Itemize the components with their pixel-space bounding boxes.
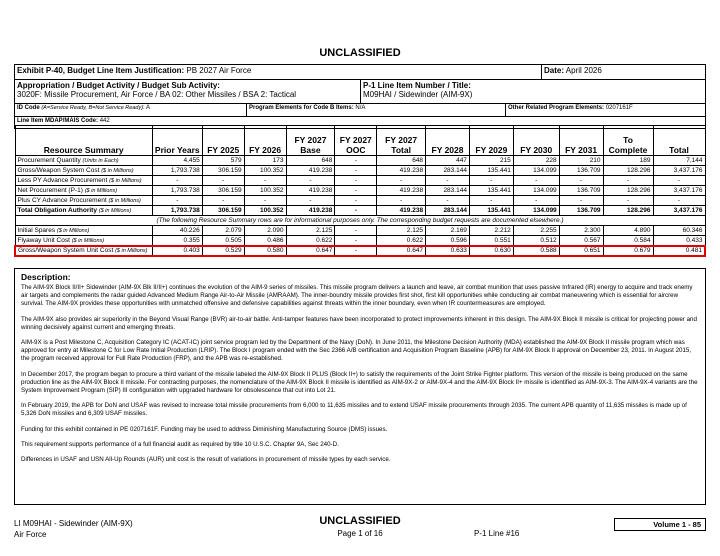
row-unit: ($ in Millions): [84, 188, 118, 194]
table-cell: 1,793.738: [152, 206, 202, 216]
classification-banner-bottom: UNCLASSIFIED: [319, 515, 401, 527]
table-cell: -: [335, 206, 377, 216]
column-header-8: FY 2029: [469, 126, 513, 156]
table-cell: 173: [244, 156, 286, 166]
table-cell: -: [286, 196, 335, 206]
exhibit-label: Exhibit P-40, Budget Line Item Justification:: [17, 66, 185, 75]
id-code-value: : A: [143, 105, 151, 111]
row-label-text: Gross/Weapon System Unit Cost: [18, 247, 114, 254]
table-cell: 0.584: [603, 236, 653, 246]
column-header-9: FY 2030: [513, 126, 559, 156]
table-cell: 4.890: [603, 226, 653, 236]
column-header-0: Resource Summary: [15, 126, 152, 156]
row-label: [15, 186, 152, 196]
table-cell: -: [202, 176, 244, 186]
table-cell: -: [559, 196, 603, 206]
table-cell: 0.355: [152, 236, 202, 246]
table-row: [15, 176, 705, 186]
table-header-row: [15, 126, 705, 156]
description-title: Description:: [21, 272, 71, 282]
row-unit: ($ in Millions): [71, 237, 105, 244]
page: [14, 0, 706, 556]
table-cell: 0.647: [377, 246, 426, 256]
table-cell: 135.441: [469, 206, 513, 216]
footer-line-item: LI M09HAI - Sidewinder (AIM-9X): [14, 519, 133, 528]
row-label-text: Initial Spares: [17, 227, 56, 234]
column-header-4: FY 2027 Base: [286, 126, 335, 156]
table-cell: 128.296: [603, 186, 653, 196]
table-cell: 189: [603, 156, 653, 166]
table-cell: -: [152, 196, 202, 206]
description-paragraph: This requirement supports performance of a full financial audit as required by title 10 U.S.C. Chapter 9A, Sec 240-D.: [21, 440, 339, 448]
table-cell: 210: [559, 156, 603, 166]
row-unit: ($ in Millions): [108, 198, 141, 204]
id-code-note: (A=Service Ready, B=Not Service Ready): [41, 105, 144, 111]
table-cell: -: [335, 226, 377, 236]
table-row: [15, 166, 705, 176]
row-unit: ($ in Millions): [101, 168, 134, 174]
table-cell: 306.159: [202, 166, 244, 176]
table-cell: 419.238: [377, 206, 426, 216]
row-unit: ($ in Millions): [98, 208, 132, 214]
prog-elem-value: N/A: [355, 105, 366, 111]
table-cell: 0.679: [603, 246, 653, 256]
other-prog-value: 0207161F: [605, 105, 633, 111]
exhibit-value: PB 2027 Air Force: [186, 66, 252, 75]
table-cell: 128.296: [603, 206, 653, 216]
table-cell: 0.622: [286, 236, 335, 246]
column-header-7: FY 2028: [426, 126, 470, 156]
row-unit: ($ in Millions): [115, 248, 148, 254]
table-cell: 648: [286, 156, 335, 166]
table-cell: -: [603, 176, 653, 186]
table-cell: 135.441: [469, 166, 513, 176]
row-unit: ($ in Millions): [109, 178, 142, 184]
table-cell: 0.647: [286, 246, 335, 256]
table-cell: -: [335, 156, 377, 166]
table-cell: -: [653, 196, 705, 206]
table-cell: 2.255: [513, 226, 559, 236]
table-row: [15, 156, 705, 166]
table-cell: 134.099: [513, 206, 559, 216]
row-unit: (Units in Each): [82, 158, 119, 164]
table-cell: -: [286, 176, 335, 186]
table-cell: -: [335, 176, 377, 186]
p1-label: P-1 Line Item Number / Title:: [363, 81, 471, 90]
table-cell: -: [426, 196, 470, 206]
description-paragraph: Funding for this exhibit contained in PE 0207161F. Funding may be used to address Diminishing Manufacturing Source (DMS) issues.: [21, 425, 388, 433]
row-label: [15, 166, 152, 176]
table-row: [15, 186, 705, 196]
column-header-6: FY 2027 Total: [377, 126, 426, 156]
table-cell: 419.238: [377, 186, 426, 196]
table-cell: -: [335, 196, 377, 206]
row-label: [15, 196, 152, 206]
table-cell: 306.159: [202, 206, 244, 216]
id-code-label: ID Code: [17, 105, 40, 111]
description-section: [14, 268, 706, 505]
table-cell: 283.144: [426, 186, 470, 196]
prog-elem-label: Program Elements for Code B Items:: [249, 105, 354, 111]
table-cell: 0.588: [513, 246, 559, 256]
table-cell: 2.079: [202, 226, 244, 236]
table-cell: 0.630: [469, 246, 513, 256]
table-cell: 3,437.176: [653, 186, 705, 196]
table-cell: 0.529: [202, 246, 244, 256]
table-cell: -: [469, 176, 513, 186]
table-cell: -: [426, 176, 470, 186]
table-note-row: [15, 216, 705, 226]
table-row: [15, 206, 705, 216]
table-cell: 4,455: [152, 156, 202, 166]
page-number: Page 1 of 16: [337, 529, 383, 538]
table-cell: 7,144: [653, 156, 705, 166]
table-cell: -: [152, 176, 202, 186]
table-cell: 2.169: [426, 226, 470, 236]
mdap-value: 442: [99, 118, 110, 124]
table-cell: 0.512: [513, 236, 559, 246]
table-cell: 2.300: [559, 226, 603, 236]
table-cell: 419.238: [377, 166, 426, 176]
table-cell: 648: [377, 156, 426, 166]
row-label: [15, 226, 152, 236]
table-cell: -: [244, 196, 286, 206]
table-cell: -: [335, 236, 377, 246]
table-cell: -: [244, 176, 286, 186]
table-cell: 0.403: [152, 246, 202, 256]
date-label: Date:: [544, 66, 565, 75]
row-label-text: Net Procurement (P-1): [17, 187, 83, 194]
table-cell: 1,793.738: [152, 186, 202, 196]
classification-banner-top: UNCLASSIFIED: [319, 47, 401, 59]
date-value: April 2026: [565, 66, 602, 75]
column-header-11: To Complete: [603, 126, 653, 156]
table-cell: 0.596: [426, 236, 470, 246]
table-cell: 0.622: [377, 236, 426, 246]
table-cell: 447: [426, 156, 470, 166]
table-cell: -: [335, 166, 377, 176]
column-header-5: FY 2027 OOC: [335, 126, 377, 156]
row-label-text: Total Obligation Authority: [17, 207, 97, 214]
table-cell: 0.551: [469, 236, 513, 246]
table-cell: 579: [202, 156, 244, 166]
table-row: [15, 236, 705, 246]
row-unit: ($ in Millions): [56, 228, 90, 234]
row-label: [15, 156, 152, 166]
table-note: (The following Resource Summary rows are for informational purposes only. The corresponding budget requests are documented elsewhere.): [15, 216, 705, 226]
table-cell: 0.567: [559, 236, 603, 246]
table-cell: -: [603, 196, 653, 206]
table-cell: 419.238: [286, 206, 335, 216]
table-cell: 100.352: [244, 206, 286, 216]
footer-service: Air Force: [14, 530, 47, 539]
table-row: [15, 226, 705, 236]
table-cell: 135.441: [469, 186, 513, 196]
table-cell: 100.352: [244, 166, 286, 176]
mdap-label: Line Item MDAP/MAIS Code:: [17, 118, 99, 124]
column-header-2: FY 2025: [202, 126, 244, 156]
table-cell: 2.125: [286, 226, 335, 236]
table-cell: -: [513, 196, 559, 206]
table-cell: 0.633: [426, 246, 470, 256]
other-prog-label: Other Related Program Elements:: [508, 105, 605, 111]
description-paragraph: In December 2017, the program began to procure a third variant of the missile labeled the AIM-9X Block II PLUS (Block II+) to satisfy the requirements of the Joint Strike Fighter platform. This version of the missile is being produced on the same production line as the AIM-9X Block II missile. For contracting purposes, the nomenclature of the AIM-9X Block II missile is identified as AIM-9X-2 or AIM-9X-4 and the AIM-9X Block II+ missile is identified as AIM-9X-3. The AIM-9X-4 variants are the System Improvement Program (SIP) III configuration with upgraded hardware for obsolescence that cut into Lot 21.: [21, 370, 698, 395]
volume-box: Volume 1 - 85: [614, 518, 706, 531]
table-cell: -: [513, 176, 559, 186]
table-cell: 419.238: [286, 166, 335, 176]
row-label: [15, 236, 152, 246]
description-paragraph: In February 2019, the APB for DoN and USAF was revised to increase total missile procurements from 6,000 to 11,635 missiles and to extend USAF missile procurements through 2035. The current APB quantity of 11,635 missiles is made up of 5,326 DoN missiles and 6,309 USAF missiles.: [21, 402, 687, 418]
table-cell: -: [559, 176, 603, 186]
table-cell: 0.651: [559, 246, 603, 256]
row-label-text: Procurement Quantity: [17, 157, 81, 164]
table-cell: -: [377, 176, 426, 186]
table-cell: 0.505: [202, 236, 244, 246]
exhibit-header: [14, 64, 706, 129]
table-cell: -: [653, 176, 705, 186]
table-cell: -: [469, 196, 513, 206]
description-paragraph: The AIM-9X Block II/II+ Sidewinder (AIM-9X Blk II/II+) continues the evolution of the AIM-9 series of missiles. This missile program delivers a launch and leave, air combat munition that uses passive Infrared (IR) energy to acquire and track enemy air targets and complements the radar guided Advanced Medium Range Air-to-Air Missile (AMRAAM). The inner-boundry missile provides first shot, first kill opportunities while conducting air combat maneuvering which is essential for aircrew survival. The AIM-9X provides these opportunities with unmatched offensive and defensive capabilities against threats within the inner boundary, even when IR countermeasures are employed.: [21, 284, 693, 308]
table-cell: 1,793.738: [152, 166, 202, 176]
row-label: [15, 246, 152, 256]
table-cell: 283.144: [426, 166, 470, 176]
table-cell: 2.090: [244, 226, 286, 236]
description-paragraph: The AIM-9X also provides air superiority in the Beyond Visual Range (BVR) air-to-air battle. Anti-tamper features have been incorporated to protect improvements inherent in this design. The AIM-9X Block II missile is critical for projecting power and winning decisively against current and emerging threats.: [21, 315, 697, 331]
table-cell: 2.212: [469, 226, 513, 236]
table-cell: -: [335, 246, 377, 256]
table-cell: 2.125: [377, 226, 426, 236]
p1-line-number: P-1 Line #16: [474, 529, 520, 538]
column-header-10: FY 2031: [559, 126, 603, 156]
table-cell: -: [377, 196, 426, 206]
table-cell: 0.433: [653, 236, 705, 246]
table-cell: 0.486: [244, 236, 286, 246]
description-paragraph: AIM-9X is a Post Milestone C, Acquisition Category IC (ACAT-IC) joint service program led by the Department of the Navy (DoN). In June 2011, the Milestone Decision Authority (MDA) established the AIM-9X Block II missile program which was approved for entry at Milestone C for Low Rate Initial Production (LRIP). The Block I program ended with the Sec 2366 A/B certification and Acquisition Program Baseline (APB) for AIM-9X Block II approval on December 23, 2011. In August 2015, the program received approval for Full Rate Production (FRP), and the APB was re-established.: [21, 339, 692, 363]
table-cell: 283.144: [426, 206, 470, 216]
column-header-1: Prior Years: [152, 126, 202, 156]
table-cell: 60.346: [653, 226, 705, 236]
table-cell: 228: [513, 156, 559, 166]
table-row: [15, 246, 705, 256]
table-cell: 134.099: [513, 166, 559, 176]
table-cell: 40.226: [152, 226, 202, 236]
table-cell: 0.580: [244, 246, 286, 256]
footer: [14, 515, 706, 555]
row-label: [15, 176, 152, 186]
table-cell: 134.099: [513, 186, 559, 196]
column-header-3: FY 2026: [244, 126, 286, 156]
table-cell: 3,437.176: [653, 206, 705, 216]
table-cell: 100.352: [244, 186, 286, 196]
row-label-text: Flyaway Unit Cost: [17, 236, 70, 244]
table-cell: 136.709: [559, 206, 603, 216]
approp-label: Appropriation / Budget Activity / Budget Sub Activity:: [17, 81, 220, 90]
table-row: [15, 196, 705, 206]
table-cell: 136.709: [559, 186, 603, 196]
row-label-text: Gross/Weapon System Cost: [17, 167, 100, 174]
table-cell: 419.238: [286, 186, 335, 196]
row-label-text: Plus CY Advance Procurement: [17, 197, 107, 204]
table-cell: 3,437.176: [653, 166, 705, 176]
table-cell: 136.709: [559, 166, 603, 176]
table-cell: 306.159: [202, 186, 244, 196]
table-cell: -: [335, 186, 377, 196]
approp-value: 3020F: Missile Procurement, Air Force / BA 02: Other Missiles / BSA 2: Tactical: [17, 90, 297, 99]
column-header-12: Total: [653, 126, 705, 156]
description-paragraph: Differences in USAF and USN All-Up Rounds (AUR) unit cost is the result of variations in procurement of missile types by each service.: [21, 456, 391, 464]
row-label: [15, 206, 152, 216]
table-cell: 215: [469, 156, 513, 166]
p1-value: M09HAI / Sidewinder (AIM-9X): [363, 90, 473, 99]
resource-summary-table: [14, 125, 706, 257]
table-cell: -: [202, 196, 244, 206]
row-label-text: Less PY Advance Procurement: [17, 177, 108, 184]
table-cell: 128.296: [603, 166, 653, 176]
table-cell: 0.481: [653, 246, 705, 256]
